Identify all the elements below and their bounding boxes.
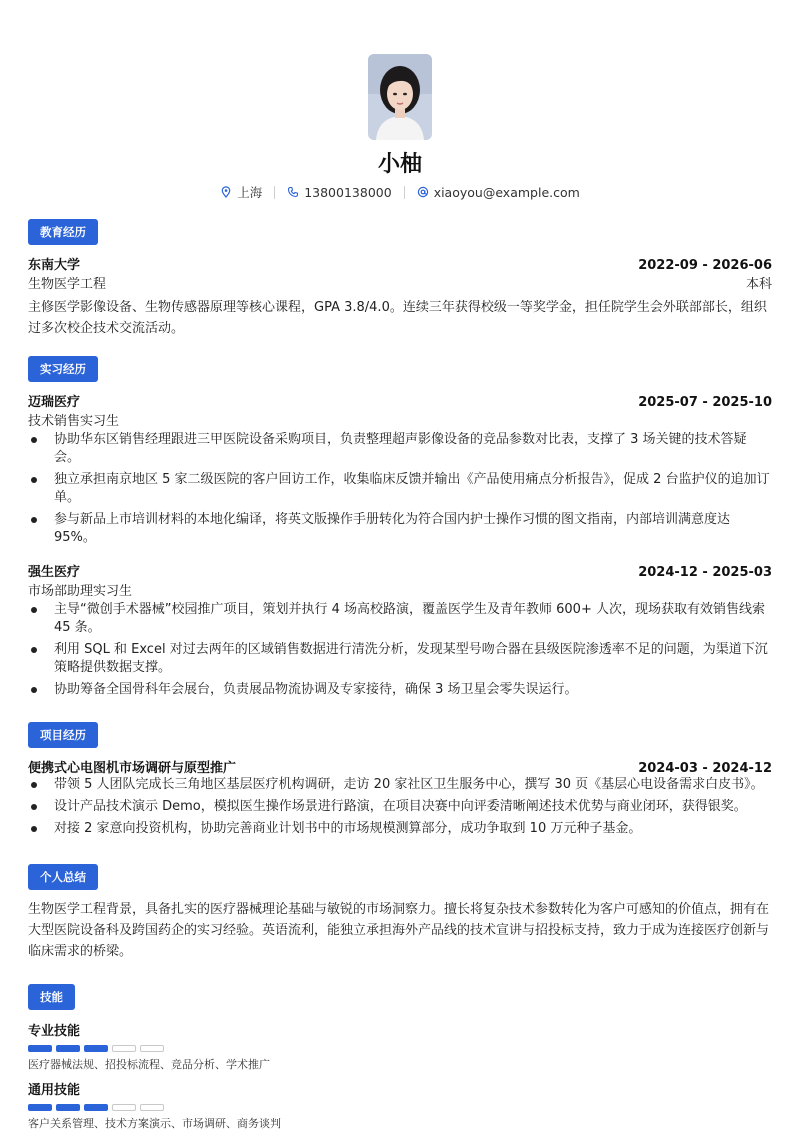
contact-email: [417, 185, 580, 200]
job-role: 技术销售实习生: [28, 414, 120, 429]
skill-segment-filled: [28, 1104, 52, 1111]
list-item: 对接 2 家意向投资机构，协助完善商业计划书中的市场规模测算部分，成功争取到 10 万元种子基金。: [28, 820, 772, 838]
major-name: 生物医学工程: [28, 277, 107, 292]
internship-date: 2025-07 - 2025-10: [638, 395, 772, 410]
project-date: 2024-03 - 2024-12: [638, 761, 772, 776]
internship-header: [28, 561, 772, 580]
profile-photo: [368, 54, 432, 140]
skill-group: [28, 1020, 772, 1072]
skill-segment-filled: [56, 1045, 80, 1052]
project-section: [28, 722, 772, 842]
list-item: 利用 SQL 和 Excel 对过去两年的区域销售数据进行清洗分析，发现某型号吻合器在县级医院渗透率不足的问题，为渠道下沉策略提供数据支撑。: [28, 641, 772, 677]
skill-segment-filled: [56, 1104, 80, 1111]
email-icon: [417, 186, 429, 198]
education-date: 2022-09 - 2026-06: [638, 258, 772, 273]
school-name: 东南大学: [28, 258, 81, 273]
location-text: 上海: [237, 185, 263, 200]
list-item: 主导“微创手术器械”校园推广项目，策划并执行 4 场高校路演，覆盖医学生及青年教师 600+ 人次，现场获取有效销售线索 45 条。: [28, 601, 772, 637]
bullet-list: [28, 431, 772, 547]
phone-text: 13800138000: [304, 184, 392, 200]
list-item: 独立承担南京地区 5 家二级医院的客户回访工作，收集临床反馈并输出《产品使用痛点分析报告》，促成 2 台监护仪的追加订单。: [28, 471, 772, 507]
contact-phone: [287, 185, 391, 200]
degree-level: 本科: [745, 277, 772, 292]
phone-icon: [287, 186, 299, 198]
section-heading: 实习经历: [28, 356, 98, 382]
skill-segment-filled: [84, 1045, 108, 1052]
section-heading: 项目经历: [28, 722, 98, 748]
bullet-list: [28, 776, 772, 838]
company-name: 强生医疗: [28, 565, 81, 580]
section-heading: 个人总结: [28, 864, 98, 890]
skill-segment-filled: [28, 1045, 52, 1052]
skills-section: [28, 984, 772, 1131]
list-item: 协助华东区销售经理跟进三甲医院设备采购项目，负责整理超声影像设备的竞品参数对比表，支撑了 3 场关键的技术答疑会。: [28, 431, 772, 467]
internship-date: 2024-12 - 2025-03: [638, 565, 772, 580]
skill-group-title: 专业技能: [28, 1024, 81, 1039]
list-item: 带领 5 人团队完成长三角地区基层医疗机构调研，走访 20 家社区卫生服务中心，撰写 30 页《基层心电设备需求白皮书》。: [28, 776, 772, 794]
skill-group: [28, 1079, 772, 1131]
contact-row: [0, 183, 800, 201]
company-name: 迈瑞医疗: [28, 395, 81, 410]
bullet-list: [28, 601, 772, 699]
list-item: 参与新品上市培训材料的本地化编译，将英文版操作手册转化为符合国内护士操作习惯的图文指南，内部培训满意度达 95%。: [28, 511, 772, 547]
email-text: xiaoyou@example.com: [433, 184, 580, 200]
skill-list: 医疗器械法规、招投标流程、竞品分析、学术推广: [28, 1058, 270, 1071]
education-header: [28, 254, 772, 273]
list-item: 协助筹备全国骨科年会展台，负责展品物流协调及专家接待，确保 3 场卫星会零失误运行。: [28, 681, 772, 699]
list-item: 设计产品技术演示 Demo，模拟医生操作场景进行路演，在项目决赛中向评委清晰阐述技术优势与商业闭环，获得银奖。: [28, 798, 772, 816]
skill-group-title: 通用技能: [28, 1083, 81, 1098]
skill-segment-empty: [112, 1045, 136, 1052]
location-icon: [220, 186, 232, 198]
education-subheader: [28, 273, 772, 292]
internship-header: [28, 391, 772, 410]
contact-location: [220, 183, 262, 201]
contact-divider: [404, 186, 405, 199]
internship-section: [28, 356, 772, 703]
project-title: 便携式心电图机市场调研与原型推广: [28, 761, 237, 776]
skill-segment-empty: [140, 1104, 164, 1111]
internship-entry: [28, 561, 772, 699]
skill-level-bar: [28, 1104, 772, 1111]
skill-segment-empty: [140, 1045, 164, 1052]
internship-entry: [28, 391, 772, 547]
project-header: [28, 757, 772, 776]
job-role: 市场部助理实习生: [28, 584, 133, 599]
skill-segment-empty: [112, 1104, 136, 1111]
candidate-name: 小柚: [377, 152, 422, 177]
education-description: 主修医学影像设备、生物传感器原理等核心课程，GPA 3.8/4.0。连续三年获得校级一等奖学金，担任院学生会外联部部长，组织过多次校企技术交流活动。: [28, 300, 767, 336]
skill-list: 客户关系管理、技术方案演示、市场调研、商务谈判: [28, 1117, 281, 1130]
skill-level-bar: [28, 1045, 772, 1052]
summary-section: [28, 864, 772, 962]
skill-segment-filled: [84, 1104, 108, 1111]
education-section: [28, 219, 772, 339]
summary-text: 生物医学工程背景，具备扎实的医疗器械理论基础与敏锐的市场洞察力。擅长将复杂技术参数转化为客户可感知的价值点，拥有在大型医院设备科及跨国药企的实习经验。英语流利，能独立承担海外产品线的技术宣讲与招投标支持，致力于成为连接医疗创新与临床需求的桥梁。: [28, 902, 770, 959]
section-heading: 教育经历: [28, 219, 98, 245]
contact-divider: [274, 186, 275, 199]
section-heading: 技能: [28, 984, 75, 1010]
